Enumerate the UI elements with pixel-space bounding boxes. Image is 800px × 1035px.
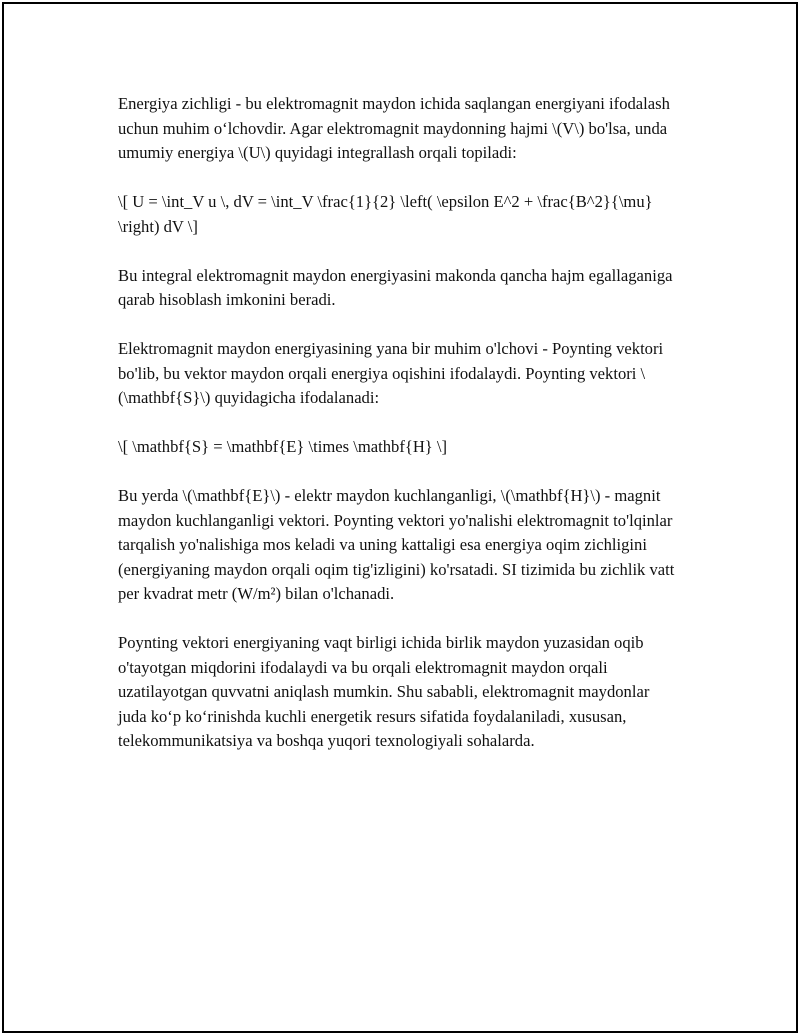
paragraph-poynting-conclusion: Poynting vektori energiyaning vaqt birligi ichida birlik maydon yuzasidan oqib o'tayotgan miqdorini ifodalaydi va bu orqali elektromagnit maydon orqali uzatilayotgan quvvatni aniqlash mumkin. Shu sababli, elektromagnit maydonlar juda ko‘p ko‘rinishda kuchli energetik resurs sifatida foydalaniladi, xususan, telekommunikatsiya va boshqa yuqori texnologiyali sohalarda.	[118, 633, 650, 750]
equation-total-energy: \[ U = \int_V u \, dV = \int_V \frac{1}{2} \left( \epsilon E^2 + \frac{B^2}{\mu} \right) dV \]	[118, 192, 653, 236]
equation-poynting-vector: \[ \mathbf{S} = \mathbf{E} \times \mathbf{H} \]	[118, 437, 448, 456]
paragraph-poynting-intro: Elektromagnit maydon energiyasining yana bir muhim o'lchovi - Poynting vektori bo'lib, bu vektor maydon orqali energiya oqishini ifodalaydi. Poynting vektori \(\mathbf{S}\) quyidagicha ifodalanadi:	[118, 339, 664, 407]
paragraph-field-definitions: Bu yerda \(\mathbf{E}\) - elektr maydon kuchlanganligi, \(\mathbf{H}\) - magnit maydon kuchlanganligi vektori. Poynting vektori yo'nalishi elektromagnit to'lqinlar tarqalish yo'nalishiga mos keladi va uning kattaligi esa energiya oqim zichligini (energiyaning maydon orqali oqim tig'izligini) ko'rsatadi. SI tizimida bu zichlik vatt per kvadrat metr (W/m²) bilan o'lchanadi.	[118, 486, 675, 603]
paragraph-energy-density: Energiya zichligi - bu elektromagnit maydon ichida saqlangan energiyani ifodalash uchun muhim o‘lchovdir. Agar elektromagnit maydonning hajmi \(V\) bo'lsa, unda umumiy energiya \(U\) quyidagi integrallash orqali topiladi:	[118, 94, 670, 162]
paragraph-integral-note: Bu integral elektromagnit maydon energiyasini makonda qancha hajm egallaganiga qarab hisoblash imkonini beradi.	[118, 265, 673, 309]
document-body	[118, 92, 680, 778]
